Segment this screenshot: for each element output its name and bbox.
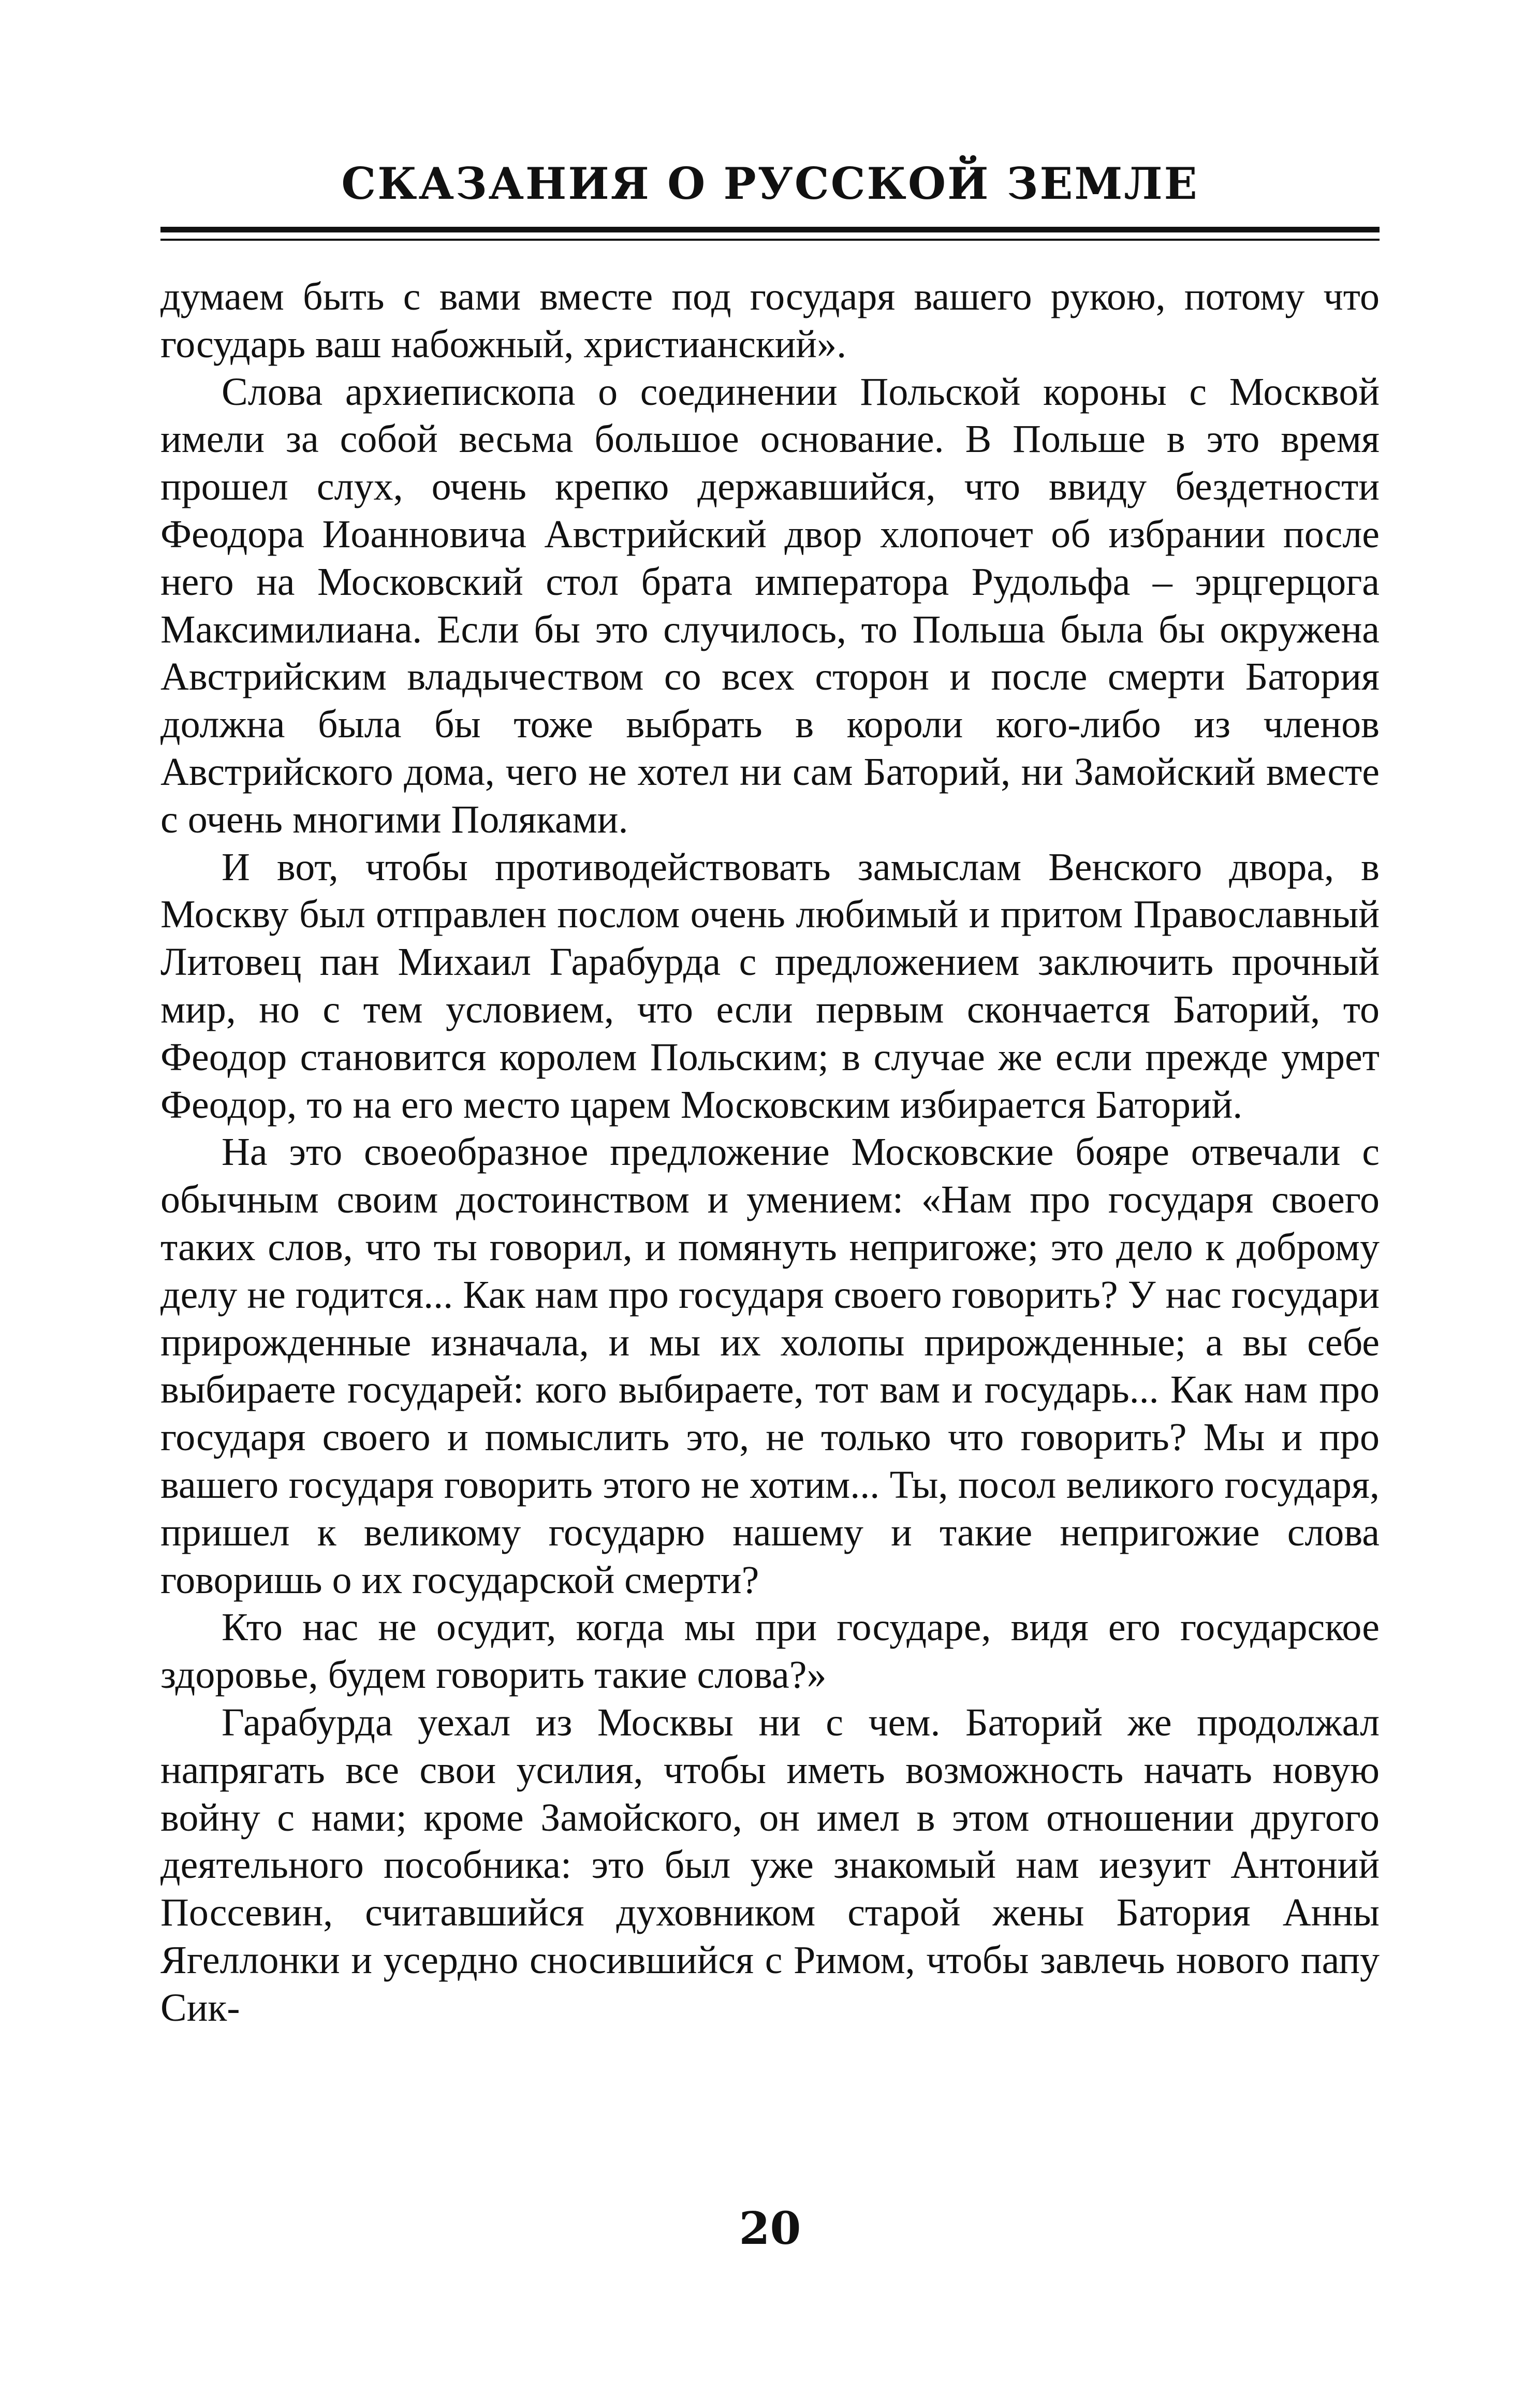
paragraph: И вот, чтобы противодействовать замыслам Венского двора, в Москву был отправлен послом очень любимый и притом Православный Литовец пан Михаил Гарабурда с предложением заключить прочный мир, но с тем условием, что если первым скончается Баторий, то Феодор становится королем Польским; в случае же если прежде умрет Феодор, то на его место царем Московским избирается Баторий. bbox=[160, 845, 1380, 1127]
book-page bbox=[160, 150, 1380, 2263]
paragraph: На это своеобразное предложение Московские бояре отвечали с обычным своим достоинством и умением: «Нам про государя своего таких слов, что ты говорил, и помянуть непригоже; это дело к доброму делу не годится... Как нам про государя своего говорить? У нас государи прирожденные изначала, и мы их холопы прирожденные; а вы себе выбираете государей: кого выбираете, тот вам и государь... Как нам про государя своего и помыслить это, не только что говорить? Мы и про вашего государя говорить этого не хотим... Ты, посол великого государя, пришел к великому государю нашему и такие непригожие слова говоришь о их государской смерти? bbox=[160, 1130, 1380, 1602]
paragraph: Кто нас не осудит, когда мы при государе, видя его государское здоровье, будем говорить такие слова?» bbox=[160, 1606, 1380, 1697]
header-rule-thick bbox=[160, 227, 1380, 232]
paragraph: Гарабурда уехал из Москвы ни с чем. Баторий же продолжал напрягать все свои усилия, чтобы иметь возможность начать новую войну с нами; кроме Замойского, он имел в этом отношении другого деятельного пособника: это был уже знакомый нам иезуит Антоний Поссевин, считавшийся духовником старой жены Батория Анны Ягеллонки и усердно сносившийся с Римом, чтобы завлечь нового папу Сик- bbox=[160, 1700, 1380, 2030]
paragraph-continuation: думаем быть с вами вместе под государя вашего рукою, потому что государь ваш набожный, христианский». bbox=[160, 275, 1380, 366]
running-header: СКАЗАНИЯ О РУССКОЙ ЗЕМЛЕ bbox=[341, 158, 1199, 209]
page-number: 20 bbox=[739, 2202, 801, 2255]
paragraph: Слова архиепископа о соединении Польской короны с Москвой имели за собой весьма большое основание. В Польше в это время прошел слух, очень крепко державшийся, что ввиду бездетности Феодора Иоанновича Австрийский двор хлопочет об избрании после него на Московский стол брата императора Рудольфа – эрцгерцога Максимилиана. Если бы это случилось, то Польша была бы окружена Австрийским владычеством со всех сторон и после смерти Батория должна была бы тоже выбрать в короли кого-либо из членов Австрийского дома, чего не хотел ни сам Баторий, ни Замойский вместе с очень многими Поляками. bbox=[160, 370, 1380, 841]
body-text bbox=[160, 273, 1380, 2032]
header-rule-thin bbox=[160, 239, 1380, 241]
